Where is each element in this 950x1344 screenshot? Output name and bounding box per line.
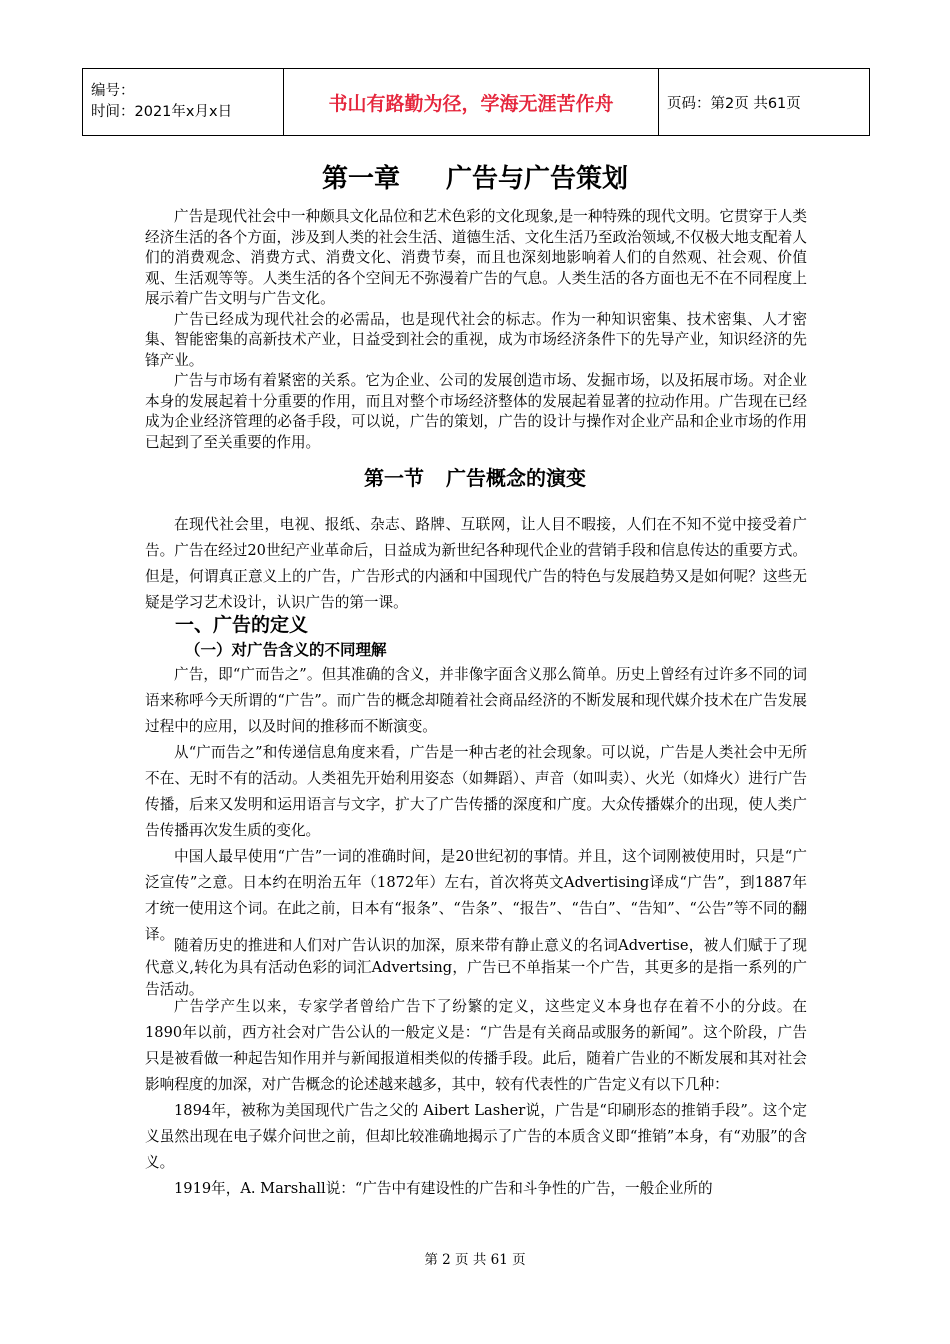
section-number: 第一节	[364, 466, 424, 490]
chapter-title	[0, 158, 950, 195]
document-time-label: 时间：2021年x月x日	[91, 104, 233, 120]
body-part-3	[145, 994, 807, 1202]
intro-paragraph: 广告与市场有着紧密的关系。它为企业、公司的发展创造市场、发掘市场，以及拓展市场。对企业本身的发展起着十分重要的作用，而且对整个市场经济整体的发展起着显著的拉动作用。广告现在已经成为企业经济管理的必备手段，可以说，广告的策划，广告的设计与操作对企业产品和企业市场的作用已起到了至关重要的作用。	[145, 372, 807, 451]
section-lead-paragraph: 在现代社会里，电视、报纸、杂志、路牌、互联网，让人目不暇接，人们在不知不觉中接受着广告。广告在经过20世纪产业革命后，日益成为新世纪各种现代企业的营销手段和信息传达的重要方式。但是，何谓真正意义上的广告，广告形式的内涵和中国现代广告的特色与发展趋势又是如何呢？这些无疑是学习艺术设计，认识广告的第一课。	[145, 516, 807, 611]
body-paragraph: 从“广而告之”和传递信息角度来看，广告是一种古老的社会现象。可以说，广告是人类社会中无所不在、无时不有的活动。人类祖先开始利用姿态（如舞蹈）、声音（如叫卖）、火光（如烽火）进行广告传播，后来又发明和运用语言与文字，扩大了广告传播的深度和广度。大众传播媒介的出现，使人类广告传播再次发生质的变化。	[145, 744, 807, 839]
body-paragraph: 1894年，被称为美国现代广告之父的 Aibert Lasher说，广告是“印刷形态的推销手段”。这个定义虽然出现在电子媒介问世之前，但却比较准确地揭示了广告的本质含义即“推销”本身，有“劝服”的含义。	[145, 1102, 807, 1171]
section-lead	[145, 512, 807, 616]
header-meta-cell	[83, 69, 284, 136]
body-paragraph: 随着历史的推进和人们对广告认识的加深，原来带有静止意义的名词Advertise，被人们赋于了现代意义,转化为具有活动色彩的词汇Advertsing，广告已不单指某一个广告，其更多的是指一系列的广告活动。	[145, 937, 807, 998]
chapter-intro	[145, 207, 807, 453]
body-paragraph: 中国人最早使用“广告”一词的准确时间，是20世纪初的事情。并且，这个词刚被使用时，只是“广泛宣传”之意。日本约在明治五年（1872年）左右，首次将英文Advertising译成“广告”，到1887年才统一使用这个词。在此之前，日本有“报条”、“告条”、“报告”、“告白”、“告知”、“公告”等不同的翻译。	[145, 848, 807, 943]
chapter-name: 广告与广告策划	[446, 164, 629, 194]
body-part-1	[145, 662, 807, 948]
header-motto: 书山有路勤为径，学海无涯苦作舟	[284, 69, 659, 136]
section-title	[0, 462, 950, 491]
page-footer: 第 2 页 共 61 页	[424, 1252, 526, 1268]
subsection-heading: 一、广告的定义	[175, 614, 309, 636]
section-name: 广告概念的演变	[446, 466, 586, 490]
document-header	[82, 68, 870, 136]
body-paragraph: 1919年，A. Marshall说：“广告中有建设性的广告和斗争性的广告，一般企业所的	[174, 1180, 713, 1197]
body-paragraph: 广告学产生以来，专家学者曾给广告下了纷繁的定义，这些定义本身也存在着不小的分歧。在 1890年以前，西方社会对广告公认的一般定义是：“广告是有关商品或服务的新闻”。这个阶段，广告只是被看做一种起告知作用并与新闻报道相类似的传播手段。此后，随着广告业的不断发展和其对社会影响程度的加深，对广告概念的论述越来越多，其中，较有代表性的广告定义有以下几种：	[145, 998, 807, 1093]
intro-paragraph: 广告已经成为现代社会的必需品，也是现代社会的标志。作为一种知识密集、技术密集、人才密集、智能密集的高新技术产业，日益受到社会的重视，成为市场经济条件下的先导产业，知识经济的先锋产业。	[145, 310, 807, 369]
chapter-number: 第一章	[321, 164, 400, 194]
header-page-info: 页码：第2页 共61页	[659, 69, 870, 136]
body-paragraph: 广告，即“广而告之”。但其准确的含义，并非像字面含义那么简单。历史上曾经有过许多不同的词语来称呼今天所谓的“广告”。而广告的概念却随着社会商品经济的不断发展和现代媒介技术在广告发展过程中的应用，以及时间的推移而不断演变。	[145, 666, 807, 735]
intro-paragraph: 广告是现代社会中一种颇具文化品位和艺术色彩的文化现象,是一种特殊的现代文明。它贯穿于人类经济生活的各个方面，涉及到人类的社会生活、道德生活、文化生活乃至政治领域,不仅极大地支配着人们的消费观念、消费方式、消费文化、消费节奏，而且也深刻地影响着人们的自然观、社会观、价值观、生活观等等。人类生活的各个空间无不弥漫着广告的气息。人类生活的各方面也无不在不同程度上展示着广告文明与广告文化。	[145, 208, 807, 307]
subsection-subheading: （一）对广告含义的不同理解	[185, 641, 387, 659]
document-number-label: 编号：	[91, 83, 135, 99]
body-part-2	[145, 935, 807, 1001]
